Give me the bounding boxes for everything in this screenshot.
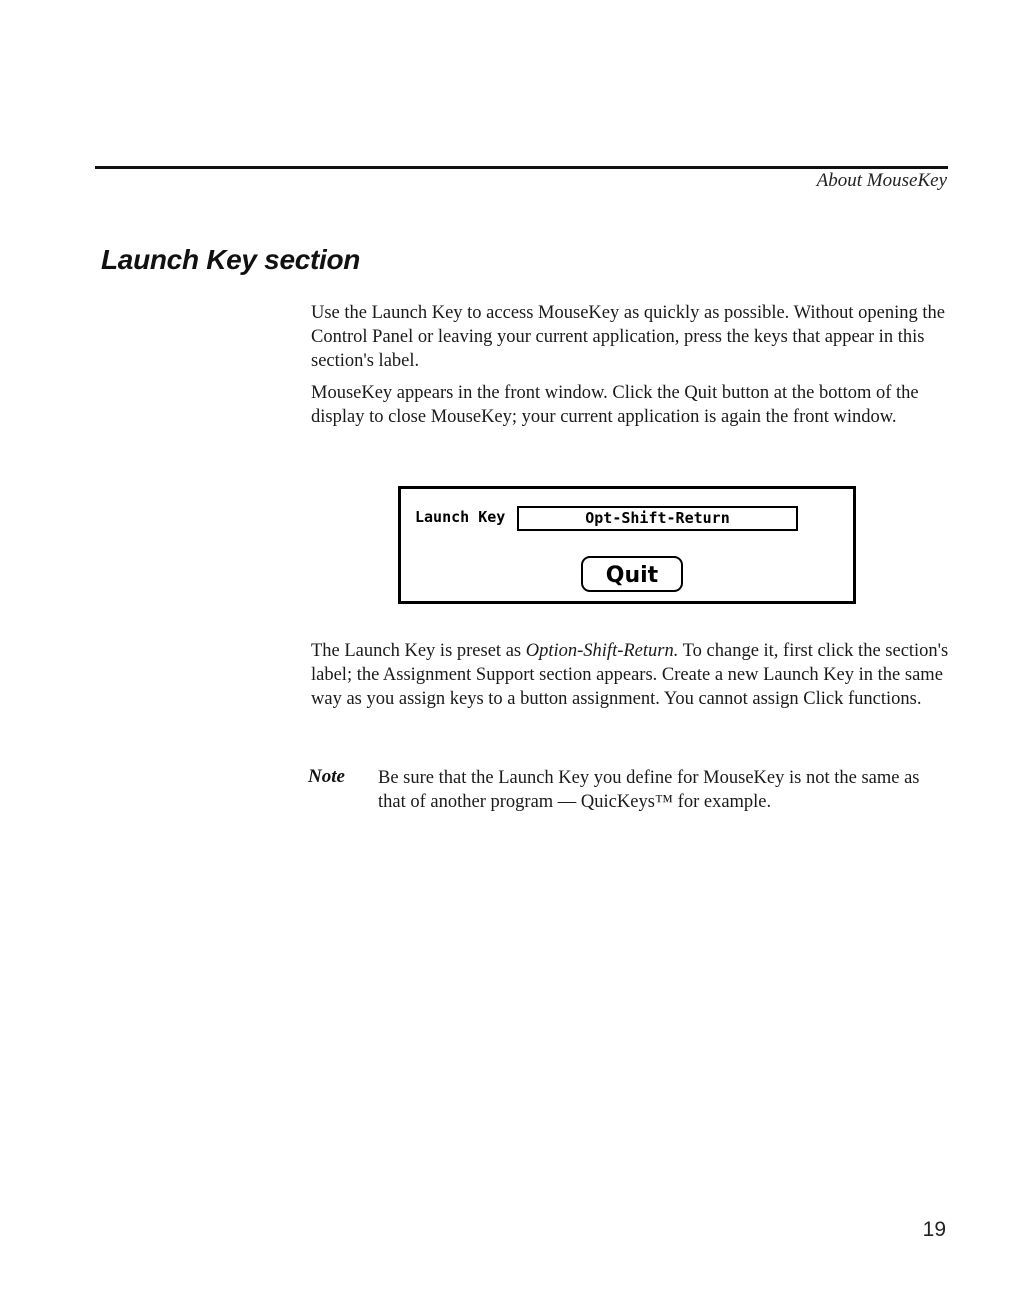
paragraph-intro: Use the Launch Key to access MouseKey as quickly as possible. Without opening the Control Panel or leaving your current application, press the keys that appear in this section's label. [311,303,945,371]
section-title: Launch Key section [101,244,361,275]
paragraph-preset [311,639,951,711]
quit-button[interactable]: Quit [581,556,683,592]
launch-key-field[interactable]: Opt-Shift-Return [517,506,798,531]
paragraph-front-window: MouseKey appears in the front window. Click the Quit button at the bottom of the display to close MouseKey; your current application is again the front window. [311,383,919,427]
launch-key-label[interactable]: Launch Key [415,508,506,526]
header-rule [95,166,948,169]
page-number: 19 [922,1218,946,1241]
launch-key-dialog [398,486,856,604]
running-head: About MouseKey [816,170,947,191]
note-text: Be sure that the Launch Key you define for MouseKey is not the same as that of another program — QuicKeys™ for example. [378,768,920,812]
preset-text-end: To change it, first click the section's label; the Assignment Support section appears. Create a new Launch Key in the same way as you assign keys to a button assignment. You cannot assign Click functions. [311,641,949,709]
preset-text-start: The Launch Key is preset as [311,641,526,661]
preset-key-combo: Option-Shift-Return. [525,641,679,661]
note-label: Note [308,766,345,787]
